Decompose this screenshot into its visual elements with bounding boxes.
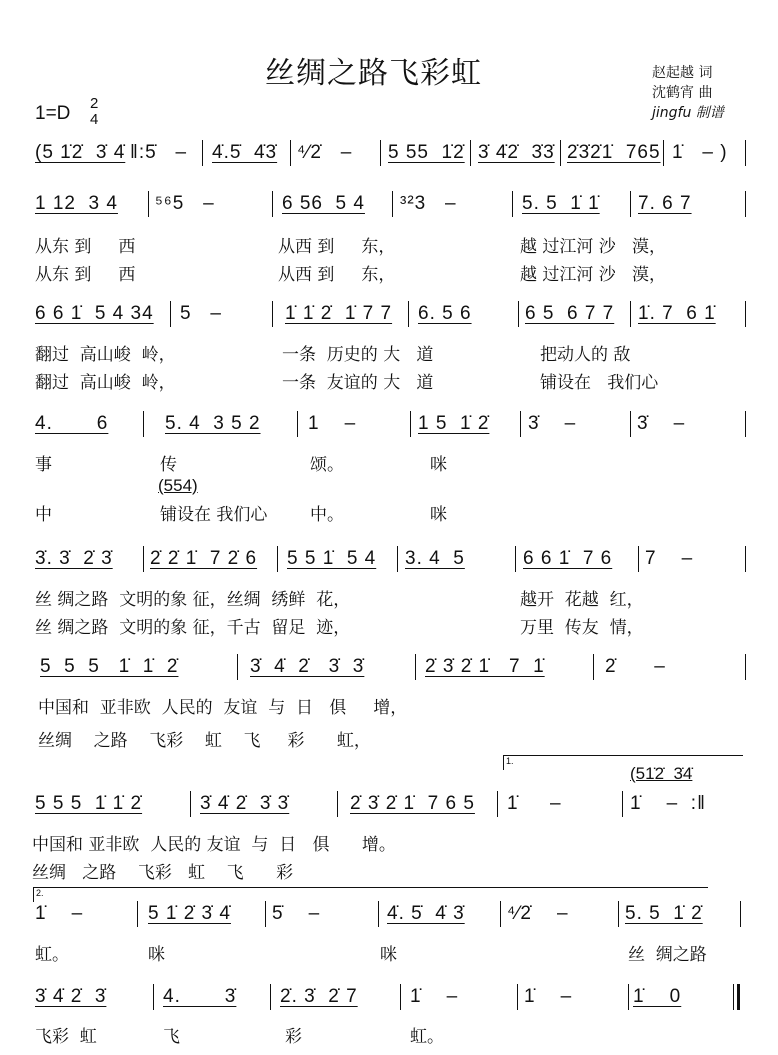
barline bbox=[202, 140, 203, 166]
lyric-verse-2: 越 过江河 沙 漠， bbox=[520, 265, 667, 285]
lyric-verse-1: 虹。 bbox=[35, 945, 69, 965]
barline bbox=[277, 546, 278, 572]
barline bbox=[397, 546, 398, 572]
lyric-verse-2: 一条 友谊的 大 道 bbox=[282, 373, 434, 393]
barline bbox=[237, 654, 238, 680]
barline bbox=[410, 411, 411, 437]
barline bbox=[415, 654, 416, 680]
barline bbox=[297, 411, 298, 437]
lyric-verse-2: 中。 bbox=[310, 505, 344, 525]
lyric-verse-2: 铺设在 我们心 bbox=[160, 505, 268, 525]
measure: 3̇. 3̇ 2̇ 3̇ bbox=[35, 548, 113, 569]
barline bbox=[517, 984, 518, 1010]
lyric-verse-2: 从东 到 西 bbox=[35, 265, 136, 285]
measure: 1̇. 7 6 1̇ bbox=[638, 303, 716, 324]
barline bbox=[593, 654, 594, 680]
barline bbox=[745, 191, 746, 217]
barline bbox=[400, 984, 401, 1010]
measure: 4̇.5̇ 4̇3̇ bbox=[212, 142, 278, 163]
barline bbox=[408, 301, 409, 327]
barline bbox=[512, 191, 513, 217]
barline bbox=[630, 301, 631, 327]
measure: 4. 3̇ bbox=[163, 986, 237, 1007]
measure: 1 12 3 4 bbox=[35, 193, 118, 214]
barline bbox=[137, 901, 138, 927]
barline bbox=[628, 984, 629, 1010]
lyric-verse-1: 咪 bbox=[430, 455, 447, 475]
lyric-verse-1: 丝 绸之路 文明的象 征，丝绸 绣鲜 花， bbox=[35, 590, 351, 610]
measure: ⁴⁄2̇ – bbox=[297, 142, 353, 163]
barline bbox=[622, 791, 623, 817]
barline bbox=[515, 546, 516, 572]
final-barline bbox=[737, 984, 740, 1010]
barline bbox=[170, 301, 171, 327]
measure: 7. 6 7 bbox=[638, 193, 692, 214]
barline bbox=[392, 191, 393, 217]
measure: 2̇ 3̇ 2̇ 1̇ 7 6 5 bbox=[350, 793, 475, 814]
barline bbox=[745, 654, 746, 680]
lyric-verse-1: 从东 到 西 bbox=[35, 237, 136, 257]
barline bbox=[500, 901, 501, 927]
measure: 1̇ – bbox=[507, 793, 562, 814]
lyricist-credit: 赵起越 词 bbox=[652, 65, 713, 81]
measure: 5. 5 1̇ 1̇ bbox=[522, 193, 600, 214]
alternate-notes: (554) bbox=[158, 476, 198, 495]
measure: 1̇ – bbox=[524, 986, 573, 1007]
measure: 1̇ – bbox=[410, 986, 459, 1007]
lyric-verse-1: 翻过 高山峻 岭， bbox=[35, 345, 176, 365]
barline bbox=[270, 984, 271, 1010]
volta-bracket-1: 1. bbox=[503, 755, 743, 770]
measure: 1̇ – bbox=[35, 903, 84, 924]
barline bbox=[745, 546, 746, 572]
barline bbox=[290, 140, 291, 166]
lyric-verse-1: 飞彩 虹 bbox=[35, 1027, 97, 1047]
lyric-verse-2: 从西 到 东， bbox=[278, 265, 396, 285]
lyric-verse-2: 丝 绸之路 文明的象 征，千古 留足 迹， bbox=[35, 618, 351, 638]
barline bbox=[148, 191, 149, 217]
barline bbox=[663, 140, 664, 166]
lyric-verse-2: 丝绸 之路 飞彩 虹 飞 彩 bbox=[32, 863, 294, 883]
barline bbox=[190, 791, 191, 817]
barline bbox=[630, 411, 631, 437]
lyric-verse-1: 虹。 bbox=[410, 1027, 444, 1047]
measure: ⁴⁄2̇ – bbox=[507, 903, 569, 924]
measure: 2̇ 2̇ 1̇ 7 2̇ 6 bbox=[150, 548, 258, 569]
arranger-credit: jingfu 制谱 bbox=[652, 105, 724, 121]
barline bbox=[378, 901, 379, 927]
measure: 2̇3̇2̇1̇ 765 bbox=[567, 142, 661, 163]
barline bbox=[745, 301, 746, 327]
measure: 3̇ 4̇ 2̇ 3̇ 3̇ bbox=[250, 656, 365, 677]
measure: 3̇ 4̇ 2̇ 3̇ 3̇ bbox=[200, 793, 290, 814]
intro-notes: (51̇2̇ 3̇4̇ bbox=[630, 764, 693, 783]
volta-bracket-2: 2. bbox=[33, 887, 708, 902]
measure: (5 1̇2̇ 3̇ 4̇ bbox=[35, 142, 126, 163]
barline bbox=[518, 301, 519, 327]
measure: 6. 5 6 bbox=[418, 303, 472, 324]
measure: 6 5 6 7 7 bbox=[525, 303, 615, 324]
lyric-verse-2: 万里 传友 情， bbox=[520, 618, 644, 638]
lyric-verse-1: 事 bbox=[35, 455, 52, 475]
lyric-verse-1: 中国和 亚非欧 人民的 友谊 与 日 俱 增。 bbox=[32, 835, 396, 855]
lyric-verse-1: 丝 绸之路 bbox=[628, 945, 707, 965]
lyric-verse-1: 咪 bbox=[148, 945, 165, 965]
measure: 4. 6 bbox=[35, 413, 109, 434]
lyric-verse-2: 铺设在 我们心 bbox=[540, 373, 659, 393]
barline bbox=[560, 140, 561, 166]
measure: 5 55 1̇2̇ bbox=[388, 142, 465, 163]
lyric-verse-1: 从西 到 东， bbox=[278, 237, 396, 257]
song-title: 丝绸之路飞彩虹 bbox=[265, 56, 482, 91]
barline bbox=[143, 546, 144, 572]
measure: 6 6 1̇ 7 6 bbox=[523, 548, 613, 569]
lyric-verse-1: 飞 bbox=[163, 1027, 180, 1047]
measure: 5 5 5 1̇ 1̇ 2̇ bbox=[40, 656, 179, 677]
measure: 3̇ – bbox=[637, 413, 686, 434]
measure: 5 5 1̇ 5 4 bbox=[287, 548, 377, 569]
lyric-verse-1: 越开 花越 红， bbox=[520, 590, 644, 610]
lyric-verse-1: 越 过江河 沙 漠， bbox=[520, 237, 667, 257]
barline bbox=[272, 301, 273, 327]
measure: 6 6 1̇ 5 4 34 bbox=[35, 303, 154, 324]
measure: 3̇ 4̇ 2̇ 3̇ bbox=[35, 986, 107, 1007]
measure: 5. 4 3 5 2 bbox=[165, 413, 261, 434]
measure: 1 5 1̇ 2̇ bbox=[418, 413, 490, 434]
time-signature-bottom: 4 bbox=[90, 111, 99, 128]
measure: 1̇ 1̇ 2̇ 1̇ 7 7 bbox=[285, 303, 393, 324]
barline bbox=[745, 411, 746, 437]
key-signature: 1=D bbox=[35, 103, 71, 124]
lyric-verse-1: 传 bbox=[160, 455, 177, 475]
time-signature-top: 2 bbox=[90, 95, 99, 112]
measure: 6 56 5 4 bbox=[282, 193, 365, 214]
measure: 5. 5 1̇ 2̇ bbox=[625, 903, 703, 924]
measure: 5̇ – bbox=[272, 903, 321, 924]
measure: 1̇ – :‖ bbox=[630, 793, 706, 814]
barline bbox=[380, 140, 381, 166]
measure: 3̇ 4̇2̇ 3̇3̇ bbox=[478, 142, 555, 163]
measure: 1̇ 0 bbox=[633, 986, 682, 1007]
composer-credit: 沈鹤宵 曲 bbox=[652, 85, 713, 101]
measure: 1 – bbox=[308, 413, 357, 434]
lyric-verse-1: 把动人的 敌 bbox=[540, 345, 631, 365]
barline bbox=[745, 140, 746, 166]
lyric-verse-1: 彩 bbox=[285, 1027, 302, 1047]
measure: 2̇ 3̇ 2̇ 1̇ 7 1̇ bbox=[425, 656, 545, 677]
lyric-verse-2: 翻过 高山峻 岭， bbox=[35, 373, 176, 393]
barline bbox=[630, 191, 631, 217]
lyric-verse-2: 丝绸 之路 飞彩 虹 飞 彩 虹， bbox=[38, 731, 371, 751]
measure: 3. 4 5 bbox=[405, 548, 465, 569]
lyric-verse-1: 颂。 bbox=[310, 455, 344, 475]
measure: 4̇. 5̇ 4̇ 3̇ bbox=[387, 903, 465, 924]
barline bbox=[740, 901, 741, 927]
barline bbox=[470, 140, 471, 166]
lyric-verse-2: 咪 bbox=[430, 505, 447, 525]
measure: 2̇ – bbox=[605, 656, 666, 677]
barline bbox=[520, 411, 521, 437]
measure: ‖:5̇ – bbox=[130, 142, 188, 163]
barline bbox=[638, 546, 639, 572]
measure: ³²3 – bbox=[400, 193, 457, 214]
measure: 2̇. 3̇ 2̇ 7 bbox=[280, 986, 358, 1007]
lyric-verse-1: 咪 bbox=[380, 945, 397, 965]
lyric-verse-1: 中国和 亚非欧 人民的 友谊 与 日 俱 增， bbox=[38, 698, 408, 718]
measure: 5 – bbox=[180, 303, 222, 324]
barline bbox=[337, 791, 338, 817]
measure: ⁵⁶5 – bbox=[155, 193, 215, 214]
measure: 5 5 5 1̇ 1̇ 2̇ bbox=[35, 793, 143, 814]
lyric-verse-1: 一条 历史的 大 道 bbox=[282, 345, 434, 365]
barline bbox=[143, 411, 144, 437]
barline bbox=[265, 901, 266, 927]
barline bbox=[153, 984, 154, 1010]
measure: 3̇ – bbox=[528, 413, 577, 434]
time-signature bbox=[90, 96, 98, 128]
lyric-verse-2: 中 bbox=[35, 505, 52, 525]
barline bbox=[497, 791, 498, 817]
measure: 5 1̇ 2̇ 3̇ 4̇ bbox=[148, 903, 231, 924]
barline bbox=[733, 984, 734, 1010]
barline bbox=[272, 191, 273, 217]
measure: 1̇ – ) bbox=[672, 142, 728, 163]
measure: 7 – bbox=[645, 548, 694, 569]
barline bbox=[618, 901, 619, 927]
